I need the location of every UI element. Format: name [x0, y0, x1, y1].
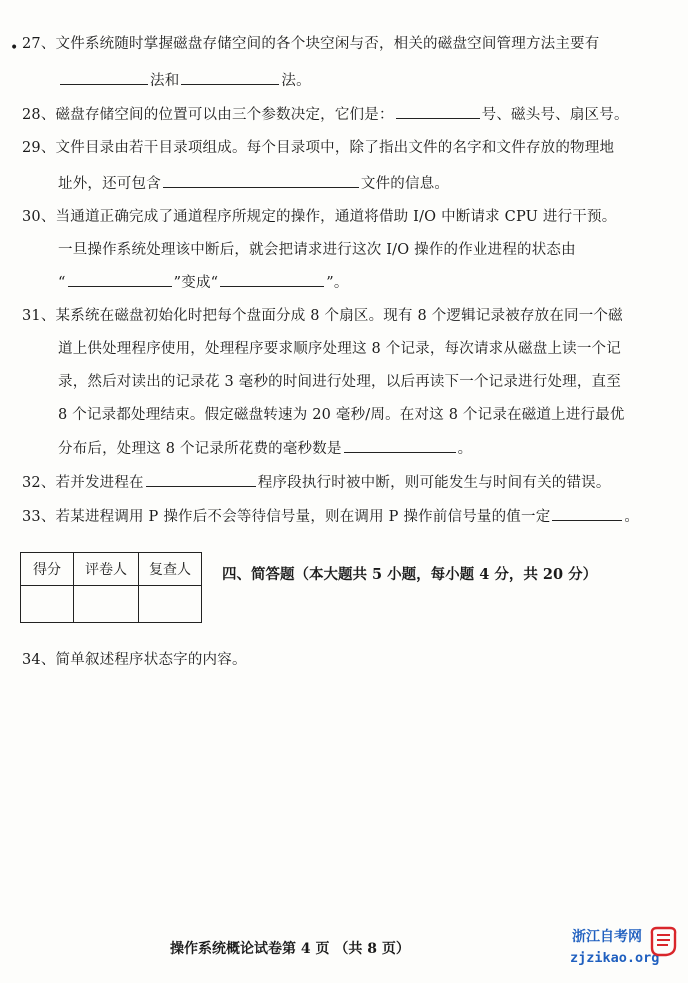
q30-line3: “ ”变成“ ”。 [58, 272, 349, 293]
q30-line2: 一旦操作系统处理该中断后，就会把请求进行这次 I/O 操作的作业进程的状态由 [58, 242, 576, 258]
q32-line: 32、若并发进程在 程序段执行时被中断，则可能发生与时间有关的错误。 [22, 472, 611, 493]
q34-line: 34、简单叙述程序状态字的内容。 [22, 652, 247, 668]
q31-line1: 31、某系统在磁盘初始化时把每个盘面分成 8 个扇区。现有 8 个逻辑记录被存放在同一个磁 [22, 308, 623, 324]
section-four-title: 四、简答题（本大题共 5 小题，每小题 4 分，共 20 分） [222, 566, 598, 583]
watermark-url: zjzikao.org [570, 950, 660, 966]
q29-line1: 29、文件目录由若干目录项组成。每个目录项中，除了指出文件的名字和文件存放的物理地 [22, 140, 615, 156]
q28-line: 28、磁盘存储空间的位置可以由三个参数决定，它们是： 号、磁头号、扇区号。 [22, 104, 629, 125]
score-header-score: 得分 [21, 553, 74, 586]
q29-line2: 址外，还可包含 文件的信息。 [58, 173, 449, 194]
site-watermark [568, 924, 680, 976]
q27-line1: 27、文件系统随时掌握磁盘存储空间的各个块空闲与否，相关的磁盘空间管理方法主要有 [22, 36, 600, 52]
q27-line2: 法和 法。 [58, 70, 311, 91]
q33-blank[interactable] [552, 506, 622, 521]
score-table [20, 552, 202, 623]
q33-line: 33、若某进程调用 P 操作后不会等待信号量，则在调用 P 操作前信号量的值一定 。 [22, 506, 639, 527]
margin-dot: • [10, 40, 19, 56]
q27-blank-1[interactable] [60, 70, 148, 85]
q32-blank[interactable] [146, 472, 256, 487]
score-cell-reviewer[interactable] [139, 586, 202, 623]
q30-blank-2[interactable] [220, 272, 324, 287]
q29-blank[interactable] [163, 173, 359, 188]
q30-blank-1[interactable] [68, 272, 172, 287]
q27-blank-2[interactable] [181, 70, 279, 85]
score-cell-grader[interactable] [74, 586, 139, 623]
q31-blank[interactable] [344, 438, 456, 453]
q30-line1: 30、当通道正确完成了通道程序所规定的操作，通道将借助 I/O 中断请求 CPU 进行干预。 [22, 209, 617, 225]
score-cell-score[interactable] [21, 586, 74, 623]
score-header-reviewer: 复查人 [139, 553, 202, 586]
score-header-grader: 评卷人 [74, 553, 139, 586]
watermark-name: 浙江自考网 [572, 929, 642, 945]
q31-line3: 录，然后对读出的记录花 3 毫秒的时间进行处理，以后再读下一个记录进行处理，直至 [58, 374, 621, 390]
hand-logo-icon [648, 924, 678, 958]
q31-line2: 道上供处理程序使用，处理程序要求顺序处理这 8 个记录，每次请求从磁盘上读一个记 [58, 341, 621, 357]
page-footer: 操作系统概论试卷第 4 页 （共 8 页） [170, 941, 410, 957]
q31-line5: 分布后，处理这 8 个记录所花费的毫秒数是 。 [58, 438, 472, 459]
q31-line4: 8 个记录都处理结束。假定磁盘转速为 20 毫秒/周。在对这 8 个记录在磁道上进行最优 [58, 407, 625, 423]
q28-blank[interactable] [396, 104, 480, 119]
